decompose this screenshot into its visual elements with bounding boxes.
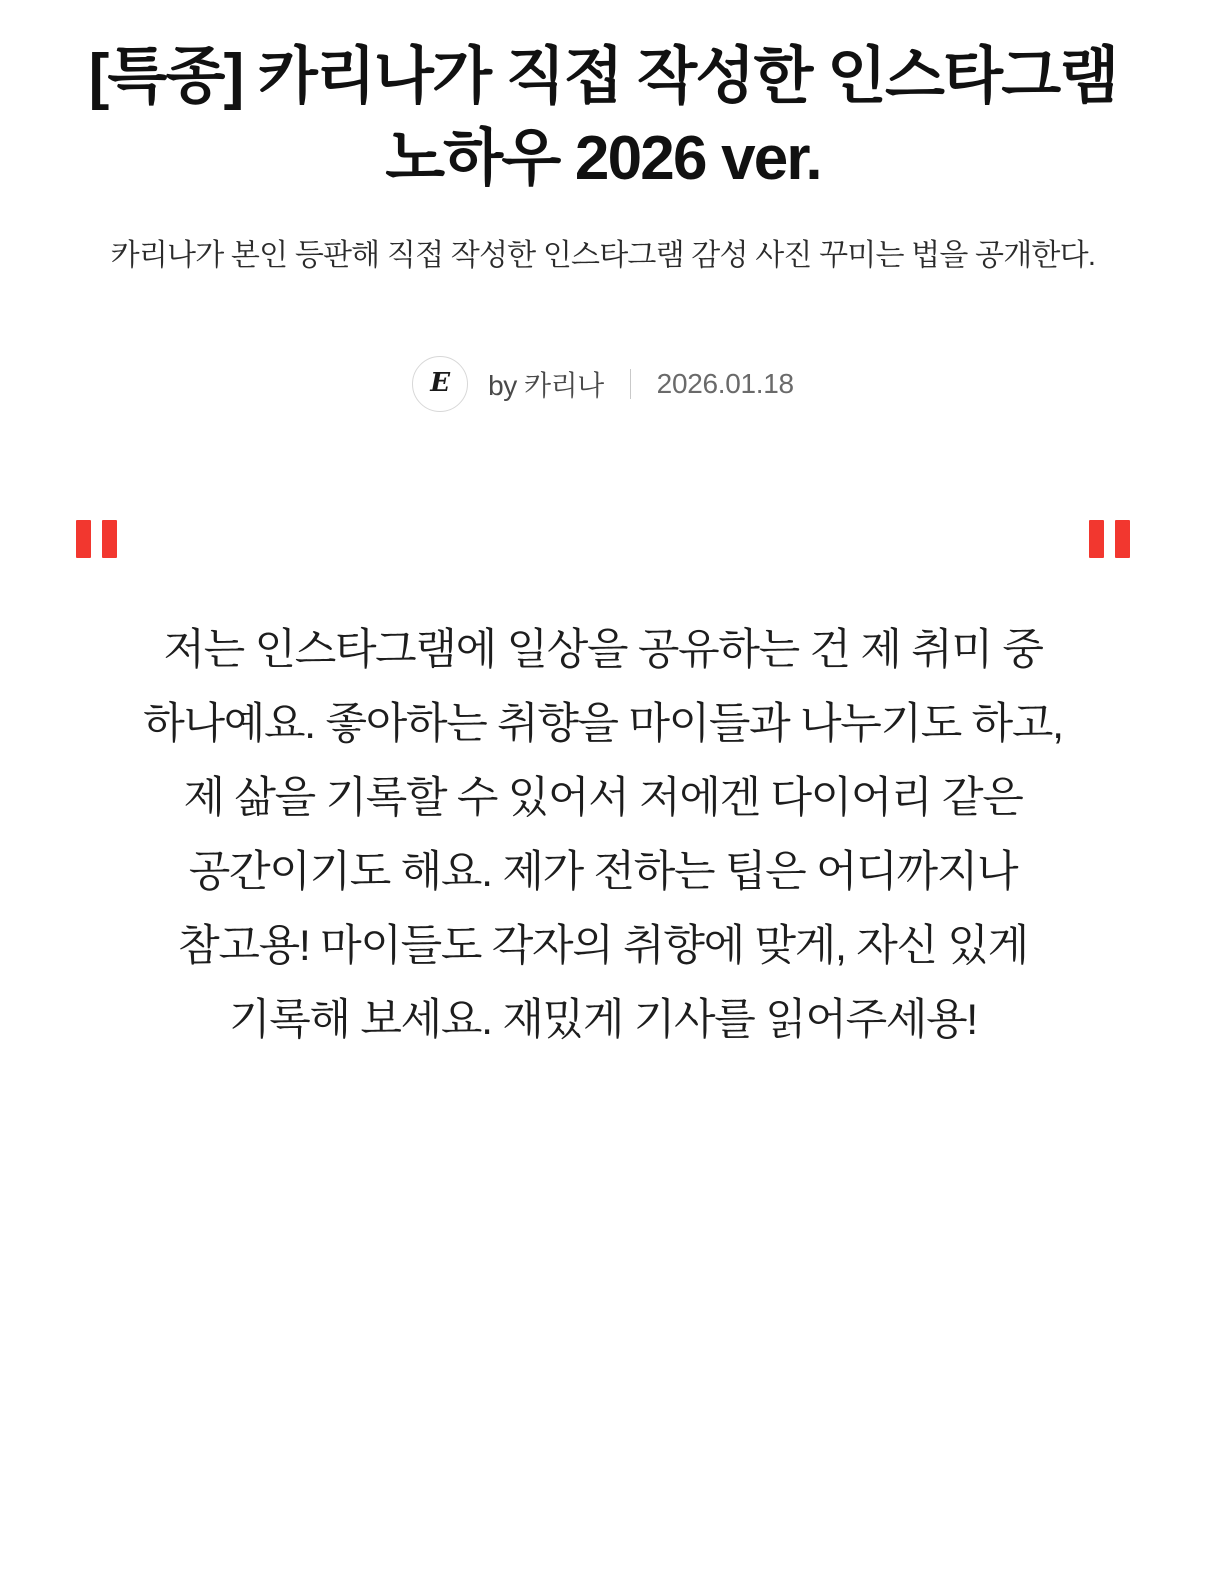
pullquote-text: 저는 인스타그램에 일상을 공유하는 건 제 취미 중 하나예요. 좋아하는 취향을 마이들과 나누기도 하고, 제 삶을 기록할 수 있어서 저에겐 다이어리 같은 공간이기도 해요. 제가 전하는 팁은 어디까지나 참고용! 마이들도 각자의 취향에 맞게, 자신 있게 기록해 보세요. 재밌게 기사를 읽어주세용! — [143, 626, 1063, 1044]
avatar — [412, 356, 468, 412]
article-header — [0, 0, 1206, 412]
byline-date: 2026.01.18 — [656, 368, 794, 400]
quote-mark-row — [70, 520, 1136, 558]
pullquote-block — [0, 520, 1206, 1118]
quote-mark-close-icon — [1089, 520, 1130, 558]
byline — [70, 356, 1136, 412]
author-avatar-icon: E — [430, 368, 451, 399]
byline-divider — [630, 369, 631, 399]
article-subheadline: 카리나가 본인 등판해 직접 작성한 인스타그램 감성 사진 꾸미는 법을 공개한다. — [110, 238, 1096, 272]
page-title: [특종] 카리나가 직접 작성한 인스타그램 노하우 2026 ver. — [88, 42, 1118, 193]
quote-mark-open-icon — [76, 520, 117, 558]
byline-author: by 카리나 — [488, 370, 604, 402]
